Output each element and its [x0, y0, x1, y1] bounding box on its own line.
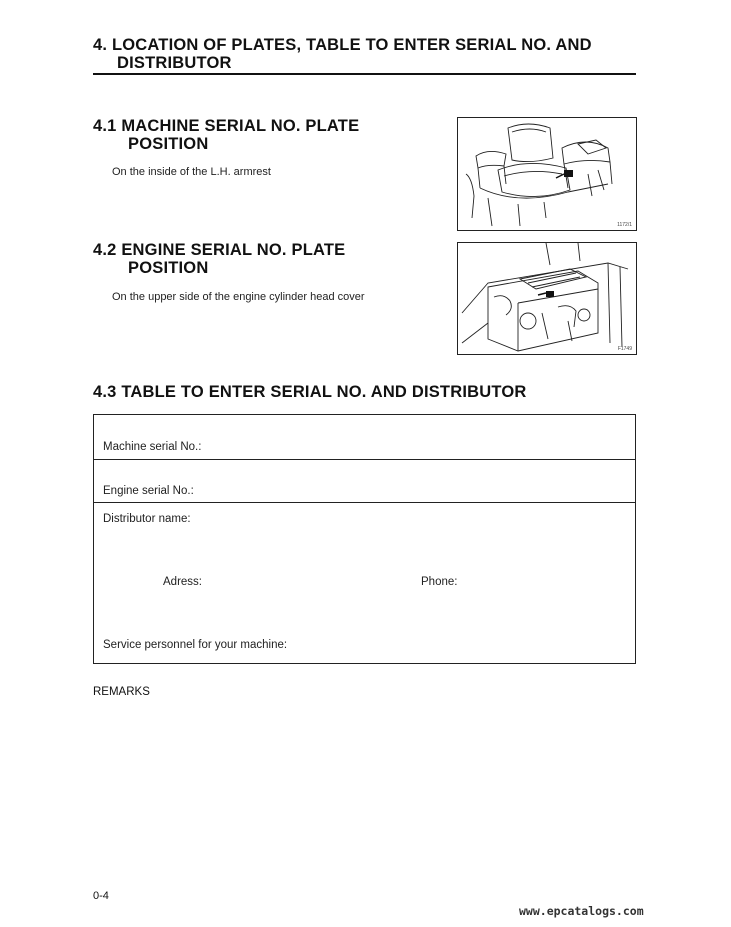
figure-code: F1749 — [617, 346, 632, 352]
distributor-name-label: Distributor name: — [103, 513, 191, 525]
address-label: Adress: — [163, 576, 202, 588]
serial-distributor-table — [93, 414, 636, 664]
heading-line1: LOCATION OF PLATES, TABLE TO ENTER SERIAL NO. AND — [111, 36, 592, 54]
heading-line2: DISTRIBUTOR — [117, 54, 232, 72]
section-title-line1: TABLE TO ENTER SERIAL NO. AND DISTRIBUTOR — [121, 383, 527, 401]
section-title-line2: POSITION — [128, 135, 209, 153]
section-number: 4.2 — [93, 241, 117, 259]
section-4-3-heading — [93, 383, 526, 401]
engine-illustration — [457, 242, 637, 355]
phone-label: Phone: — [421, 576, 458, 588]
section-title-line2: POSITION — [128, 259, 209, 277]
section-title-line1: MACHINE SERIAL NO. PLATE — [121, 117, 360, 135]
section-number: 4.1 — [93, 117, 117, 135]
engine-serial-label: Engine serial No.: — [103, 485, 194, 497]
footer-url: www.epcatalogs.com — [519, 904, 644, 918]
armrest-illustration — [457, 117, 637, 231]
engine-drawing — [458, 243, 636, 354]
page-number: 0-4 — [93, 890, 109, 902]
section-4-2-heading — [93, 241, 345, 277]
table-divider — [94, 502, 635, 503]
machine-serial-label: Machine serial No.: — [103, 441, 202, 453]
figure-code: 1172/1 — [617, 222, 632, 228]
service-personnel-label: Service personnel for your machine: — [103, 639, 288, 651]
heading-rule — [93, 73, 636, 75]
plate-marker — [546, 291, 554, 297]
plate-marker — [564, 170, 573, 177]
operator-seat-drawing — [458, 118, 636, 230]
section-4-1-heading — [93, 117, 359, 153]
section-title-line1: ENGINE SERIAL NO. PLATE — [121, 241, 346, 259]
table-divider — [94, 459, 635, 460]
page-heading — [93, 36, 638, 72]
remarks-label: REMARKS — [93, 686, 150, 698]
section-number: 4.3 — [93, 383, 117, 401]
section-4-1-text: On the inside of the L.H. armrest — [112, 166, 271, 178]
heading-number: 4. — [93, 36, 108, 54]
section-4-2-text: On the upper side of the engine cylinder head cover — [112, 291, 365, 303]
